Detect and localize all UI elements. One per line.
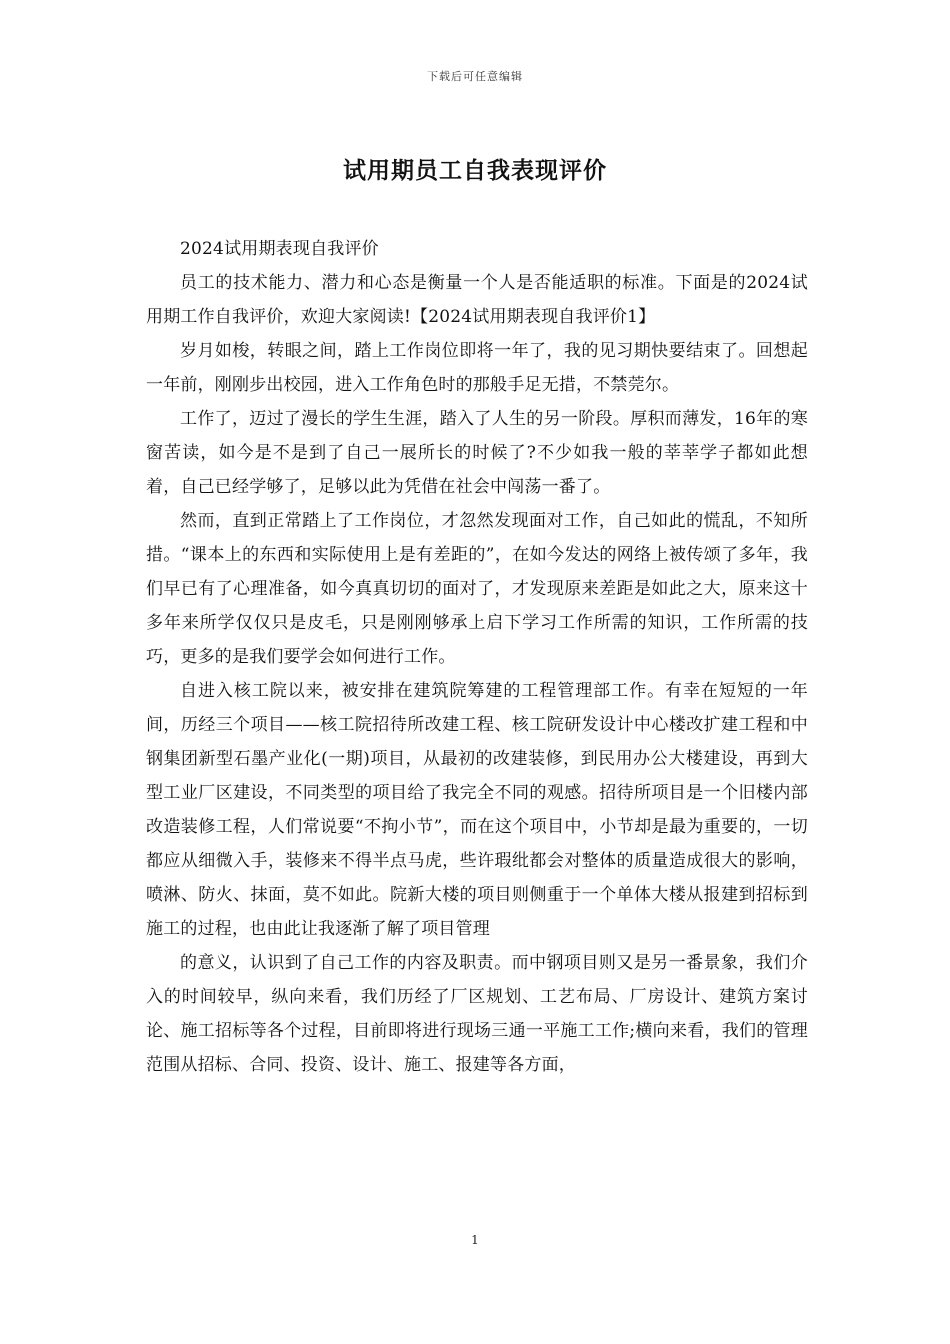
section-subheading: 2024试用期表现自我评价 xyxy=(180,239,379,259)
paragraph: 岁月如梭，转眼之间，踏上工作岗位即将一年了，我的见习期快要结束了。回想起一年前，刚刚步出校园，进入工作角色时的那般手足无措，不禁莞尔。 xyxy=(146,341,808,395)
paragraph: 工作了，迈过了漫长的学生生涯，踏入了人生的另一阶段。厚积而薄发，16年的寒窗苦读，如今是不是到了自己一展所长的时候了?不少如我一般的莘莘学子都如此想着，自己已经学够了，足够以此为凭借在社会中闯荡一番了。 xyxy=(146,409,808,497)
paragraph: 自进入核工院以来，被安排在建筑院筹建的工程管理部工作。有幸在短短的一年间，历经三个项目——核工院招待所改建工程、核工院研发设计中心楼改扩建工程和中钢集团新型石墨产业化(一期)项目，从最初的改建装修，到民用办公大楼建设，再到大型工业厂区建设，不同类型的项目给了我完全不同的观感。招待所项目是一个旧楼内部改造装修工程，人们常说要“不拘小节”，而在这个项目中，小节却是最为重要的，一切都应从细微入手，装修来不得半点马虎，些许瑕纰都会对整体的质量造成很大的影响，喷淋、防火、抹面，莫不如此。院新大楼的项目则侧重于一个单体大楼从报建到招标到施工的过程，也由此让我逐渐了解了项目管理 xyxy=(146,681,808,939)
header-note: 下载后可任意编辑 xyxy=(427,70,523,83)
paragraph: 的意义，认识到了自己工作的内容及职责。而中钢项目则又是另一番景象，我们介入的时间较早，纵向来看，我们历经了厂区规划、工艺布局、厂房设计、建筑方案讨论、施工招标等各个过程，目前即将进行现场三通一平施工工作;横向来看，我们的管理范围从招标、合同、投资、设计、施工、报建等各方面， xyxy=(146,953,808,1075)
document-body xyxy=(146,232,808,1082)
document-title: 试用期员工自我表现评价 xyxy=(343,157,607,184)
page-number: 1 xyxy=(471,1233,479,1247)
paragraph: 然而，直到正常踏上了工作岗位，才忽然发现面对工作，自己如此的慌乱，不知所措。“课本上的东西和实际使用上是有差距的”，在如今发达的网络上被传颂了多年，我们早已有了心理准备，如今真真切切的面对了，才发现原来差距是如此之大，原来这十多年来所学仅仅只是皮毛，只是刚刚够承上启下学习工作所需的知识，工作所需的技巧，更多的是我们要学会如何进行工作。 xyxy=(146,511,808,667)
paragraph: 员工的技术能力、潜力和心态是衡量一个人是否能适职的标准。下面是的2024试用期工作自我评价，欢迎大家阅读!【2024试用期表现自我评价1】 xyxy=(146,273,808,327)
